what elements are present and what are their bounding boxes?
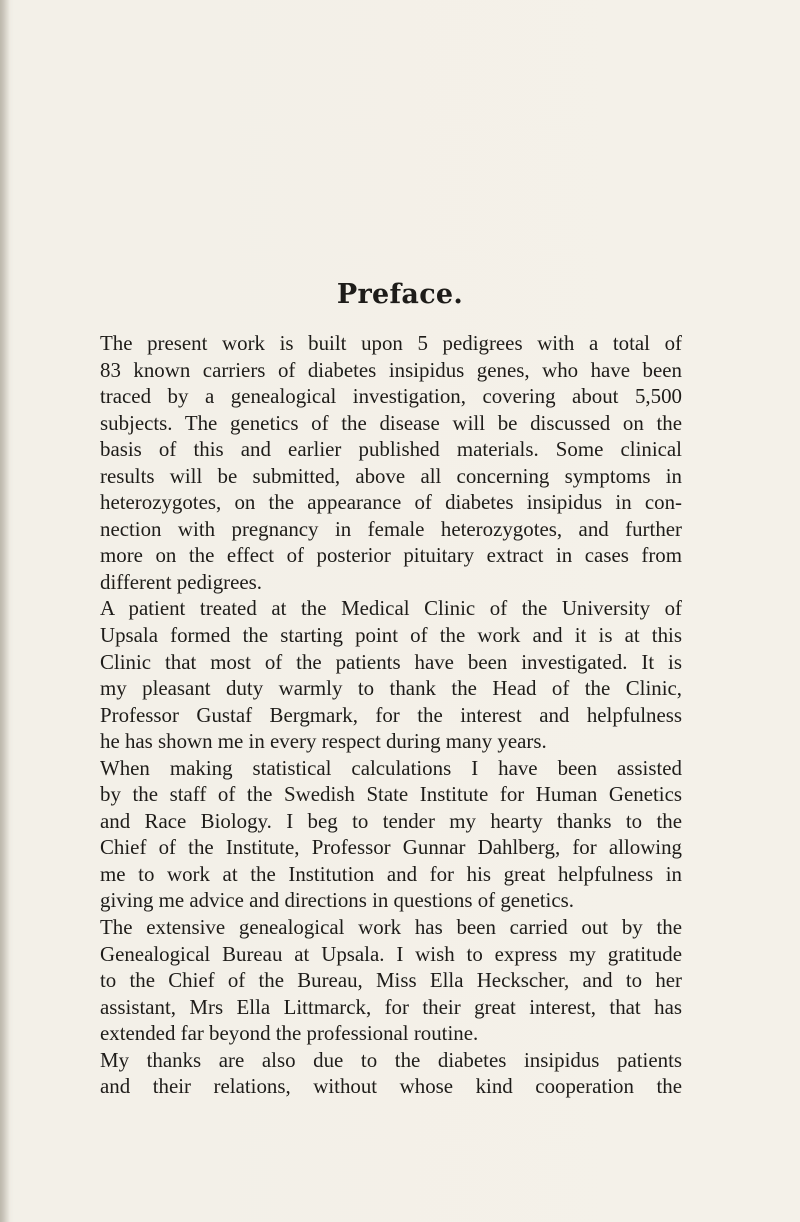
text-line: me to work at the Institution and for his great helpfulness in: [100, 861, 682, 886]
text-line: The extensive genealogical work has been carried out by the: [100, 915, 682, 940]
text-line: results will be submitted, above all concerning symptoms in: [100, 463, 682, 488]
text-line: and Race Biology. I beg to tender my hearty thanks to the: [100, 808, 682, 833]
text-line: Upsala formed the starting point of the work and it is at this: [100, 623, 682, 648]
page-title: Preface.: [336, 279, 464, 310]
text-line: heterozygotes, on the appearance of diabetes insipidus in con-: [100, 490, 682, 515]
text-line: subjects. The genetics of the disease will be discussed on the: [100, 410, 682, 435]
text-line: A patient treated at the Medical Clinic of the University of: [100, 596, 682, 621]
text-line: different pedigrees.: [100, 569, 263, 594]
text-line: traced by a genealogical investigation, covering about 5,500: [100, 384, 682, 409]
preface-body: [78, 330, 682, 1100]
text-line: he has shown me in every respect during many years.: [100, 729, 547, 754]
text-line: 83 known carriers of diabetes insipidus genes, who have been: [100, 357, 682, 382]
spine-shadow: [0, 0, 10, 1222]
text-line: to the Chief of the Bureau, Miss Ella Heckscher, and to her: [100, 968, 682, 993]
text-line: by the staff of the Swedish State Institute for Human Genetics: [100, 782, 682, 807]
text-line: The present work is built upon 5 pedigrees with a total of: [100, 331, 682, 355]
text-line: and their relations, without whose kind cooperation the: [100, 1074, 682, 1099]
text-line: giving me advice and directions in questions of genetics.: [100, 888, 574, 913]
text-line: basis of this and earlier published materials. Some clinical: [100, 437, 682, 462]
text-line: nection with pregnancy in female heterozygotes, and further: [100, 516, 682, 541]
text-line: assistant, Mrs Ella Littmarck, for their great interest, that has: [100, 994, 682, 1019]
text-line: Genealogical Bureau at Upsala. I wish to express my gratitude: [100, 941, 682, 966]
text-line: When making statistical calculations I have been assisted: [100, 755, 682, 780]
paragraph-4: [78, 914, 682, 1047]
paragraph-2: [78, 595, 682, 754]
text-line: My thanks are also due to the diabetes insipidus patients: [100, 1047, 682, 1072]
paragraph-1: [78, 330, 682, 595]
text-line: Clinic that most of the patients have been investigated. It is: [100, 649, 682, 674]
text-line: extended far beyond the professional routine.: [100, 1021, 479, 1046]
text-line: my pleasant duty warmly to thank the Head of the Clinic,: [100, 676, 682, 701]
paragraph-5: [78, 1047, 682, 1100]
text-line: Professor Gustaf Bergmark, for the interest and helpfulness: [100, 702, 682, 727]
text-line: Chief of the Institute, Professor Gunnar Dahlberg, for allowing: [100, 835, 682, 860]
text-line: more on the effect of posterior pituitary extract in cases from: [100, 543, 682, 568]
paragraph-3: [78, 755, 682, 914]
